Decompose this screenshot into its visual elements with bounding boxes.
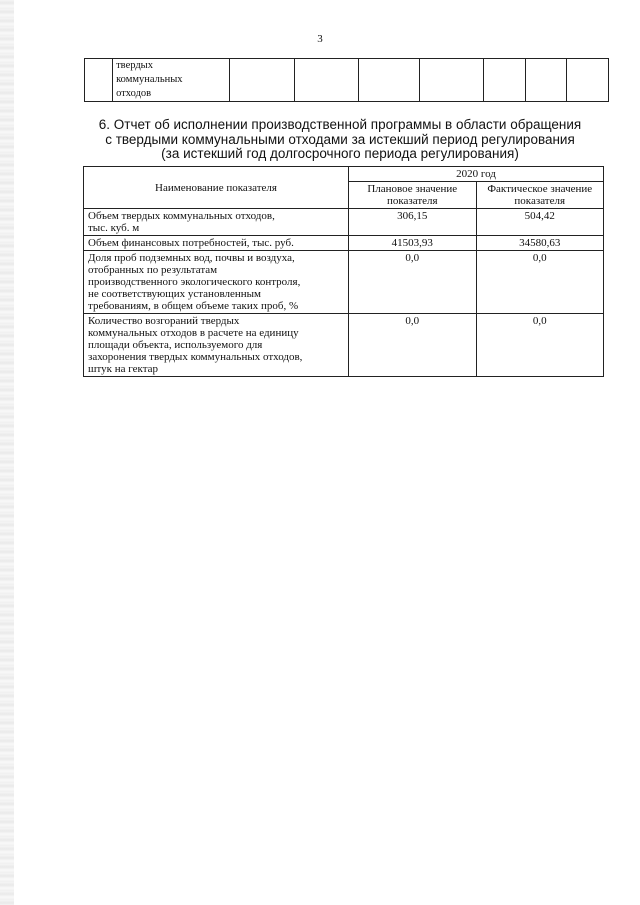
text-line: требованиям, в общем объеме таких проб, % <box>88 300 299 312</box>
continuation-table <box>84 58 609 102</box>
table-cell <box>567 59 609 102</box>
text-line: штук на гектар <box>88 363 159 375</box>
header-planned: Плановое значение показателя <box>349 182 476 209</box>
table-cell <box>294 59 359 102</box>
actual-value: 504,42 <box>476 209 604 236</box>
report-table <box>83 166 604 377</box>
planned-value: 306,15 <box>349 209 476 236</box>
table-row <box>85 59 609 102</box>
header-year: 2020 год <box>349 167 604 182</box>
table-cell <box>484 59 526 102</box>
section-title <box>0 118 640 162</box>
text-line: производственного экологического контроля, <box>88 276 301 288</box>
table-row <box>84 236 604 251</box>
table-row <box>84 209 604 236</box>
text-line: Объем финансовых потребностей, тыс. руб. <box>88 237 294 249</box>
row-name <box>84 236 349 251</box>
text-line: Количество возгораний твердых <box>88 315 240 327</box>
table-cell <box>419 59 484 102</box>
text-line: Объем твердых коммунальных отходов, <box>88 210 275 222</box>
table-cell <box>525 59 567 102</box>
table-cell <box>230 59 295 102</box>
row-name <box>84 251 349 314</box>
table-row <box>84 314 604 377</box>
text-line: коммунальных отходов в расчете на единицу <box>88 327 299 339</box>
title-line: 6. Отчет об исполнении производственной программы в области обращения <box>98 117 582 132</box>
title-line: с твердыми коммунальными отходами за истекший период регулирования <box>105 131 575 147</box>
header-row <box>84 167 604 182</box>
text-line: не соответствующих установленным <box>88 288 261 300</box>
table-row <box>84 251 604 314</box>
table-cell <box>359 59 420 102</box>
page-number: 3 <box>317 33 323 45</box>
text-line: захоронения твердых коммунальных отходов, <box>88 351 303 363</box>
planned-value: 0,0 <box>349 251 476 314</box>
actual-value: 0,0 <box>476 251 604 314</box>
actual-value: 0,0 <box>476 314 604 377</box>
text-line: тыс. куб. м <box>88 222 140 234</box>
table-cell <box>85 59 113 102</box>
text-line: коммунальных <box>116 74 183 85</box>
header-name: Наименование показателя <box>84 167 349 209</box>
row-name <box>84 314 349 377</box>
row-name <box>84 209 349 236</box>
text-line: Доля проб подземных вод, почвы и воздуха, <box>88 252 295 264</box>
actual-value: 34580,63 <box>476 236 604 251</box>
title-line: (за истекший год долгосрочного периода регулирования) <box>161 146 519 161</box>
text-line: отходов <box>116 88 152 99</box>
planned-value: 0,0 <box>349 314 476 377</box>
planned-value: 41503,93 <box>349 236 476 251</box>
header-actual: Фактическое значение показателя <box>476 182 604 209</box>
continuation-cell-text <box>113 59 230 102</box>
text-line: твердых <box>116 60 153 71</box>
text-line: отобранных по результатам <box>88 264 218 276</box>
text-line: площади объекта, используемого для <box>88 339 263 351</box>
